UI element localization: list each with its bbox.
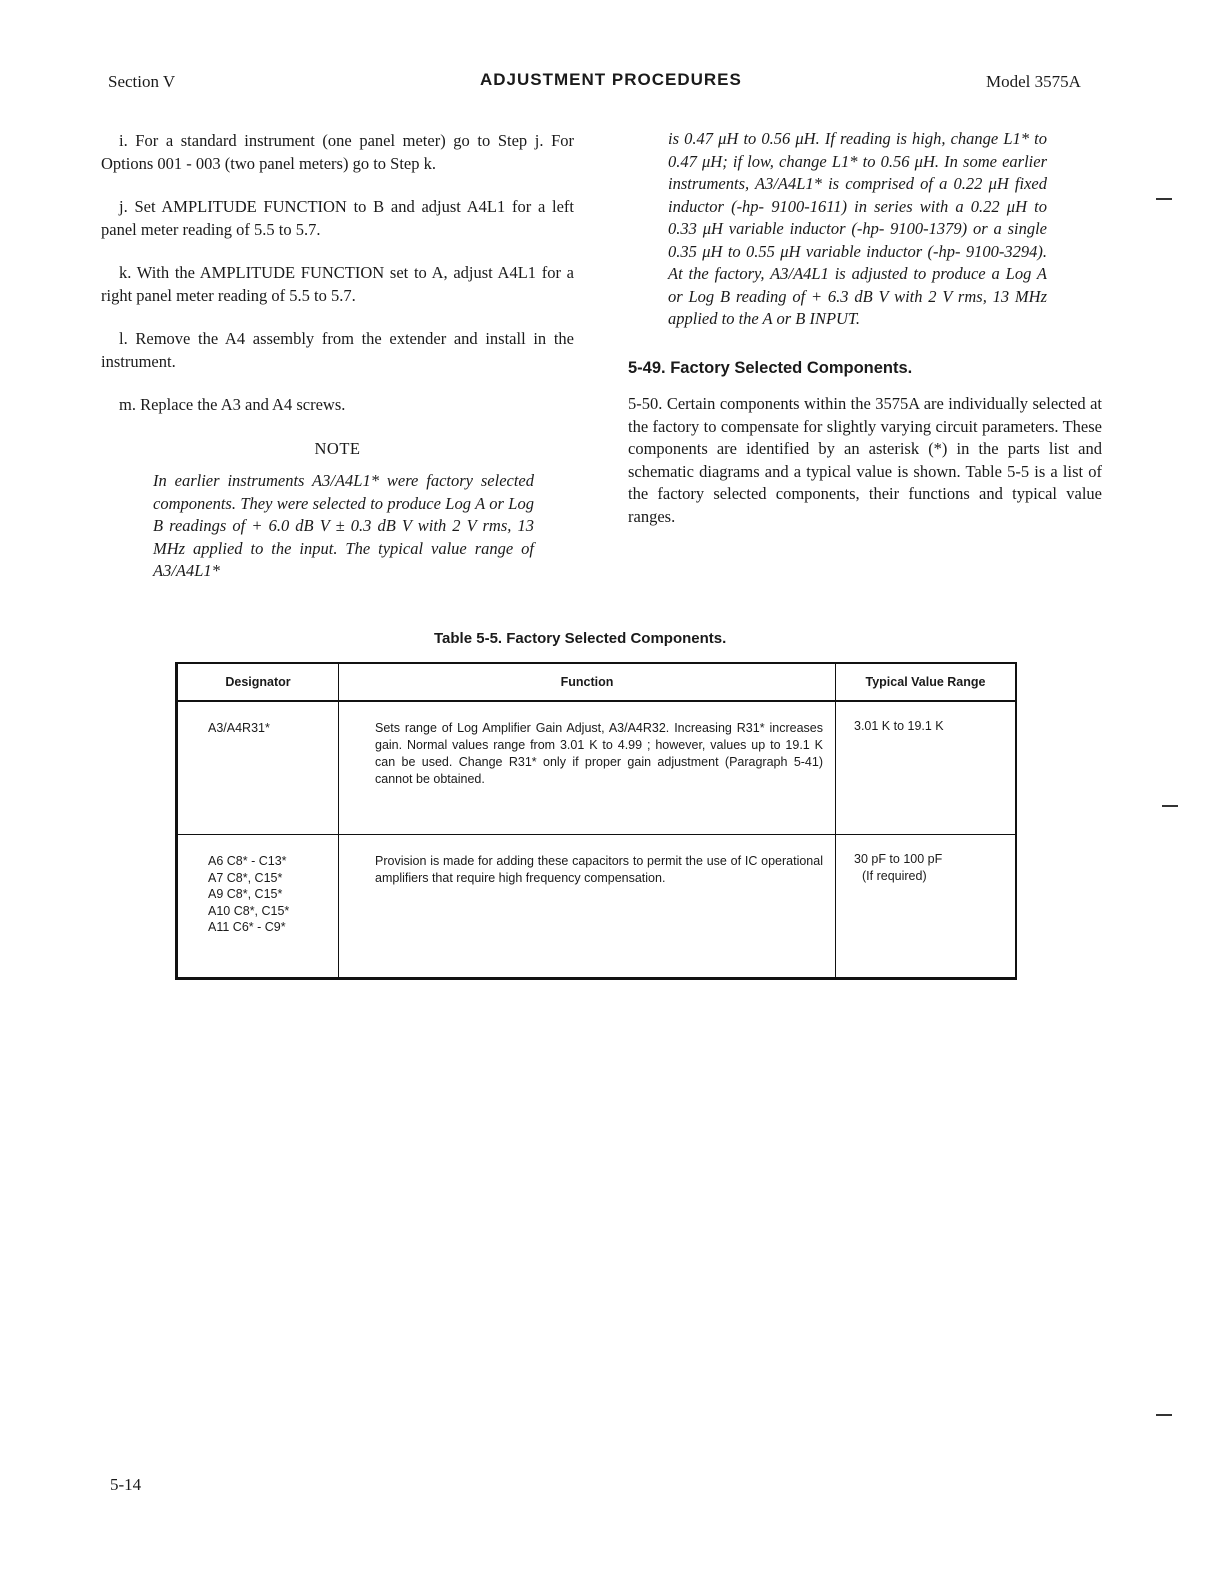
right-column [628, 128, 1102, 528]
designator-line: A9 C8*, C15* [208, 887, 283, 901]
step-l: l. Remove the A4 assembly from the extender and install in the instrument. [101, 329, 574, 371]
paragraph-5-50: 5-50. Certain components within the 3575A are individually selected at the factory to compensate for slightly varying circuit parameters. These components are identified by an asterisk (*) in the parts list and schematic diagrams and a typical value is shown. Table 5-5 is a list of the factory selected components, their functions and typical value ranges. [628, 394, 1102, 526]
designator-cell [177, 835, 339, 979]
note-body: In earlier instruments A3/A4L1* were factory selected components. They were selected to produce Log A or Log B readings of + 6.0 dB V ± 0.3 dB V with 2 V rms, 13 MHz applied to the input. The typical value range of A3/A4L1* [153, 471, 534, 580]
margin-mark [1156, 198, 1172, 200]
margin-mark [1156, 1414, 1172, 1416]
designator-line: A3/A4R31* [208, 721, 270, 735]
table-title: Table 5-5. Factory Selected Components. [434, 630, 727, 647]
table-row [177, 701, 1017, 835]
range-cell [836, 701, 1017, 835]
table-row [177, 835, 1017, 979]
step-i: i. For a standard instrument (one panel meter) go to Step j. For Options 001 - 003 (two panel meters) go to Step k. [101, 131, 574, 173]
header-function: Function [339, 663, 836, 701]
left-column [101, 130, 574, 583]
step-j: j. Set AMPLITUDE FUNCTION to B and adjust A4L1 for a left panel meter reading of 5.5 to 5.7. [101, 197, 574, 239]
factory-selected-components-table [175, 662, 1017, 980]
section-heading: 5-49. Factory Selected Components. [628, 358, 913, 377]
range-line: (If required) [862, 868, 927, 883]
range-line: 30 pF to 100 pF [854, 852, 943, 866]
function-cell: Provision is made for adding these capacitors to permit the use of IC operational amplifiers that require high frequency compensation. [339, 835, 836, 979]
page-number: 5-14 [110, 1475, 142, 1494]
range-cell [836, 835, 1017, 979]
note-continued: is 0.47 μH to 0.56 μH. If reading is high, change L1* to 0.47 μH; if low, change L1* to 0.56 μH. In some earlier instruments, A3/A4L1* is comprised of a 0.22 μH fixed inductor (-hp- 9100-1611) in series with a 0.22 μH to 0.33 μH variable inductor (-hp- 9100-1379) or a single 0.35 μH to 0.55 μH variable inductor (-hp- 9100-3294). At the factory, A3/A4L1 is adjusted to produce a Log A or Log B reading of + 6.3 dB V with 2 V rms, 13 MHz applied to the A or B INPUT. [668, 129, 1047, 328]
section-label: Section V [108, 72, 176, 91]
note-heading: NOTE [314, 438, 361, 458]
designator-line: A7 C8*, C15* [208, 870, 283, 885]
function-cell: Sets range of Log Amplifier Gain Adjust, A3/A4R32. Increasing R31* increases gain. Normal values range from 3.01 K to 4.99 ; however, values up to 19.1 K can be used. Change R31* only if proper gain adjustment (Paragraph 5-41) cannot be obtained. [339, 701, 836, 835]
step-m: m. Replace the A3 and A4 screws. [119, 395, 346, 414]
designator-cell [177, 701, 339, 835]
designator-line: A10 C8*, C15* [208, 903, 290, 918]
designator-line: A11 C6* - C9* [208, 920, 286, 934]
step-k: k. With the AMPLITUDE FUNCTION set to A, adjust A4L1 for a right panel meter reading of 5.5 to 5.7. [101, 263, 574, 305]
page-title: ADJUSTMENT PROCEDURES [480, 70, 742, 89]
range-line: 3.01 K to 19.1 K [854, 719, 944, 733]
table-header-row [177, 663, 1017, 701]
header-designator: Designator [177, 663, 339, 701]
designator-line: A6 C8* - C13* [208, 854, 287, 868]
header-range: Typical Value Range [836, 663, 1017, 701]
margin-mark [1162, 805, 1178, 807]
model-label: Model 3575A [986, 72, 1081, 91]
